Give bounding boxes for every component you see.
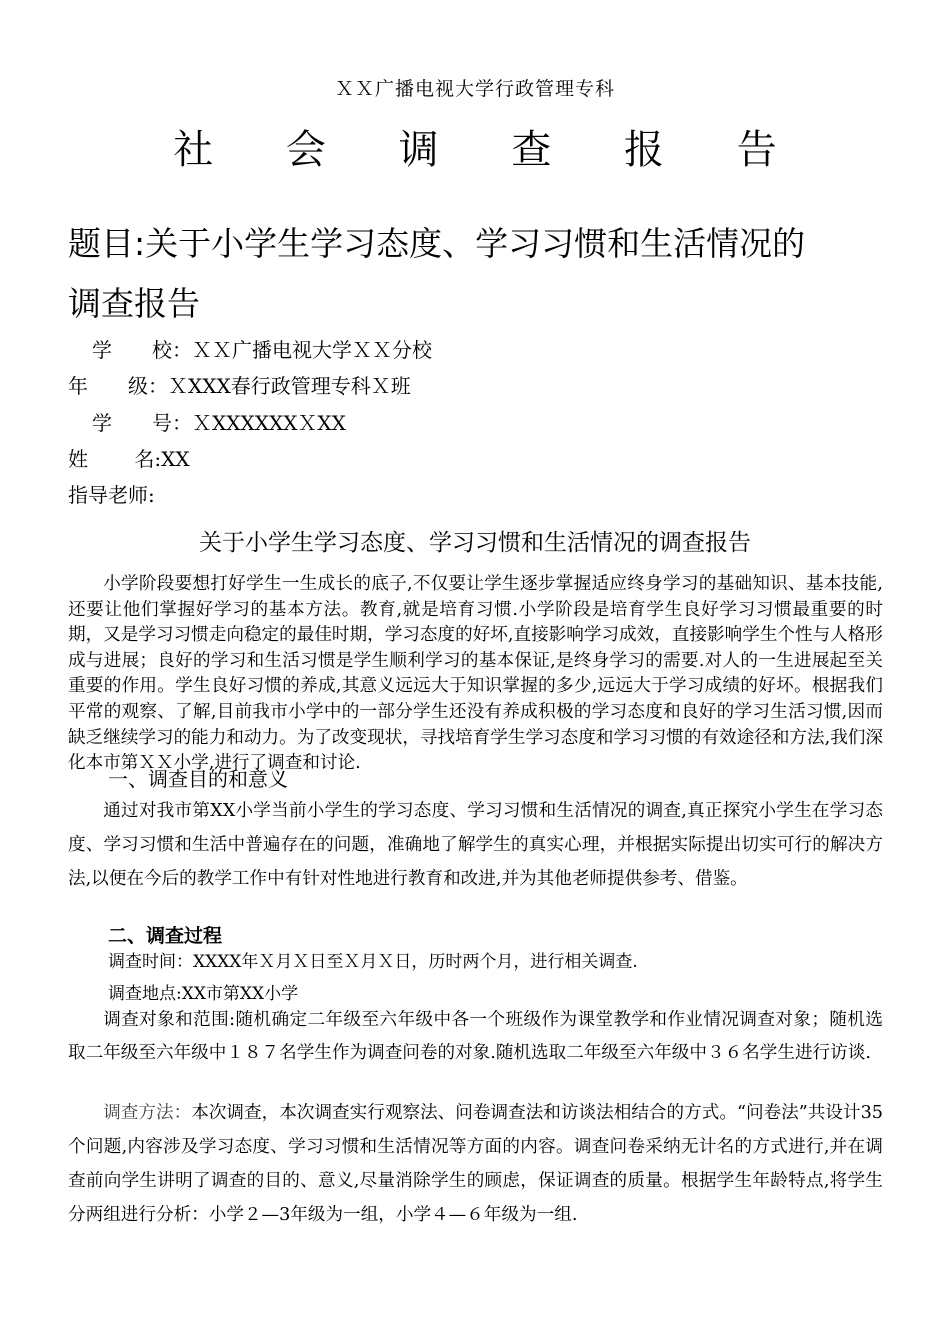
survey-scope xyxy=(68,1004,883,1070)
survey-scope-text: 调查对象和范围:随机确定二年级至六年级中各一个班级作为课堂教学和作业情况调查对象；随机选取二年级至六年级中１８７名学生作为调查问卷的对象.随机选取二年级至六年级中３６名学生进行访谈. xyxy=(68,1010,883,1063)
report-subtitle: 关于小学生学习态度、学习习惯和生活情况的调查报告 xyxy=(199,530,751,556)
info-grade: 年 级：ＸXXX春行政管理专科Ｘ班 xyxy=(68,374,411,398)
info-advisor: 指导老师: xyxy=(68,483,155,507)
topic-line-2: 调查报告 xyxy=(68,284,200,323)
section-1-text: 通过对我市第XX小学当前小学生的学习态度、学习习惯和生活情况的调查,真正探究小学生在学习态度、学习习惯和生活中普遍存在的问题，准确地了解学生的真实心理，并根据实际提出切实可行的解决方法,以便在今后的教学工作中有针对性地进行教育和改进,并为其他老师提供参考、借鉴。 xyxy=(68,801,883,889)
survey-method-text: 本次调查，本次调查实行观察法、问卷调查法和访谈法相结合的方式。“问卷法”共设计35个问题,内容涉及学习态度、学习习惯和生活情况等方面的内容。调查问卷采纳无计名的方式进行,并在调查前向学生讲明了调查的目的、意义,尽量消除学生的顾虑，保证调查的质量。根据学生年龄特点,将学生分两组进行分析：小学２—3年级为一组，小学４—６年级为一组. xyxy=(68,1103,883,1225)
topic-line-1: 题目:关于小学生学习态度、学习习惯和生活情况的 xyxy=(68,224,806,263)
survey-method xyxy=(68,1096,883,1232)
info-student-id: 学 号：ＸXXXXXXＸXX xyxy=(92,411,346,435)
survey-method-label: 调查方法： xyxy=(103,1103,192,1123)
info-name: 姓 名:XX xyxy=(68,447,190,471)
survey-time: 调查时间：XXXX年Ｘ月Ｘ日至Ｘ月Ｘ日，历时两个月，进行相关调查. xyxy=(108,952,638,972)
university-header: ＸＸ广播电视大学行政管理专科 xyxy=(334,78,615,100)
report-title: 社 会 调 查 报 告 xyxy=(173,127,807,173)
section-1-heading: 一、调查目的和意义 xyxy=(108,767,288,791)
section-2-heading: 二、调查过程 xyxy=(108,925,223,947)
survey-place: 调查地点:XX市第XX小学 xyxy=(108,984,299,1004)
intro-paragraph xyxy=(68,572,883,777)
section-1-body xyxy=(68,794,883,896)
intro-text: 小学阶段要想打好学生一生成长的底子,不仅要让学生逐步掌握适应终身学习的基础知识、基本技能,还要让他们掌握好学习的基本方法。教育,就是培育习惯.小学阶段是培育学生良好学习习惯最重要的时期，又是学习习惯走向稳定的最佳时期，学习态度的好坏,直接影响学习成效，直接影响学生个性与人格形成与进展；良好的学习和生活习惯是学生顺利学习的基本保证,是终身学习的需要.对人的一生进展起至关重要的作用。学生良好习惯的养成,其意义远远大于知识掌握的多少,远远大于学习成绩的好坏。根据我们平常的观察、了解,目前我市小学中的一部分学生还没有养成积极的学习态度和良好的学习生活习惯,因而缺乏继续学习的能力和动力。为了改变现状，寻找培育学生学习态度和学习习惯的有效途径和方法,我们深化本市第ＸＸ小学,进行了调查和讨论. xyxy=(68,574,883,774)
info-school: 学 校：ＸＸ广播电视大学ＸＸ分校 xyxy=(92,338,432,362)
survey-method-paragraph xyxy=(68,1096,883,1232)
